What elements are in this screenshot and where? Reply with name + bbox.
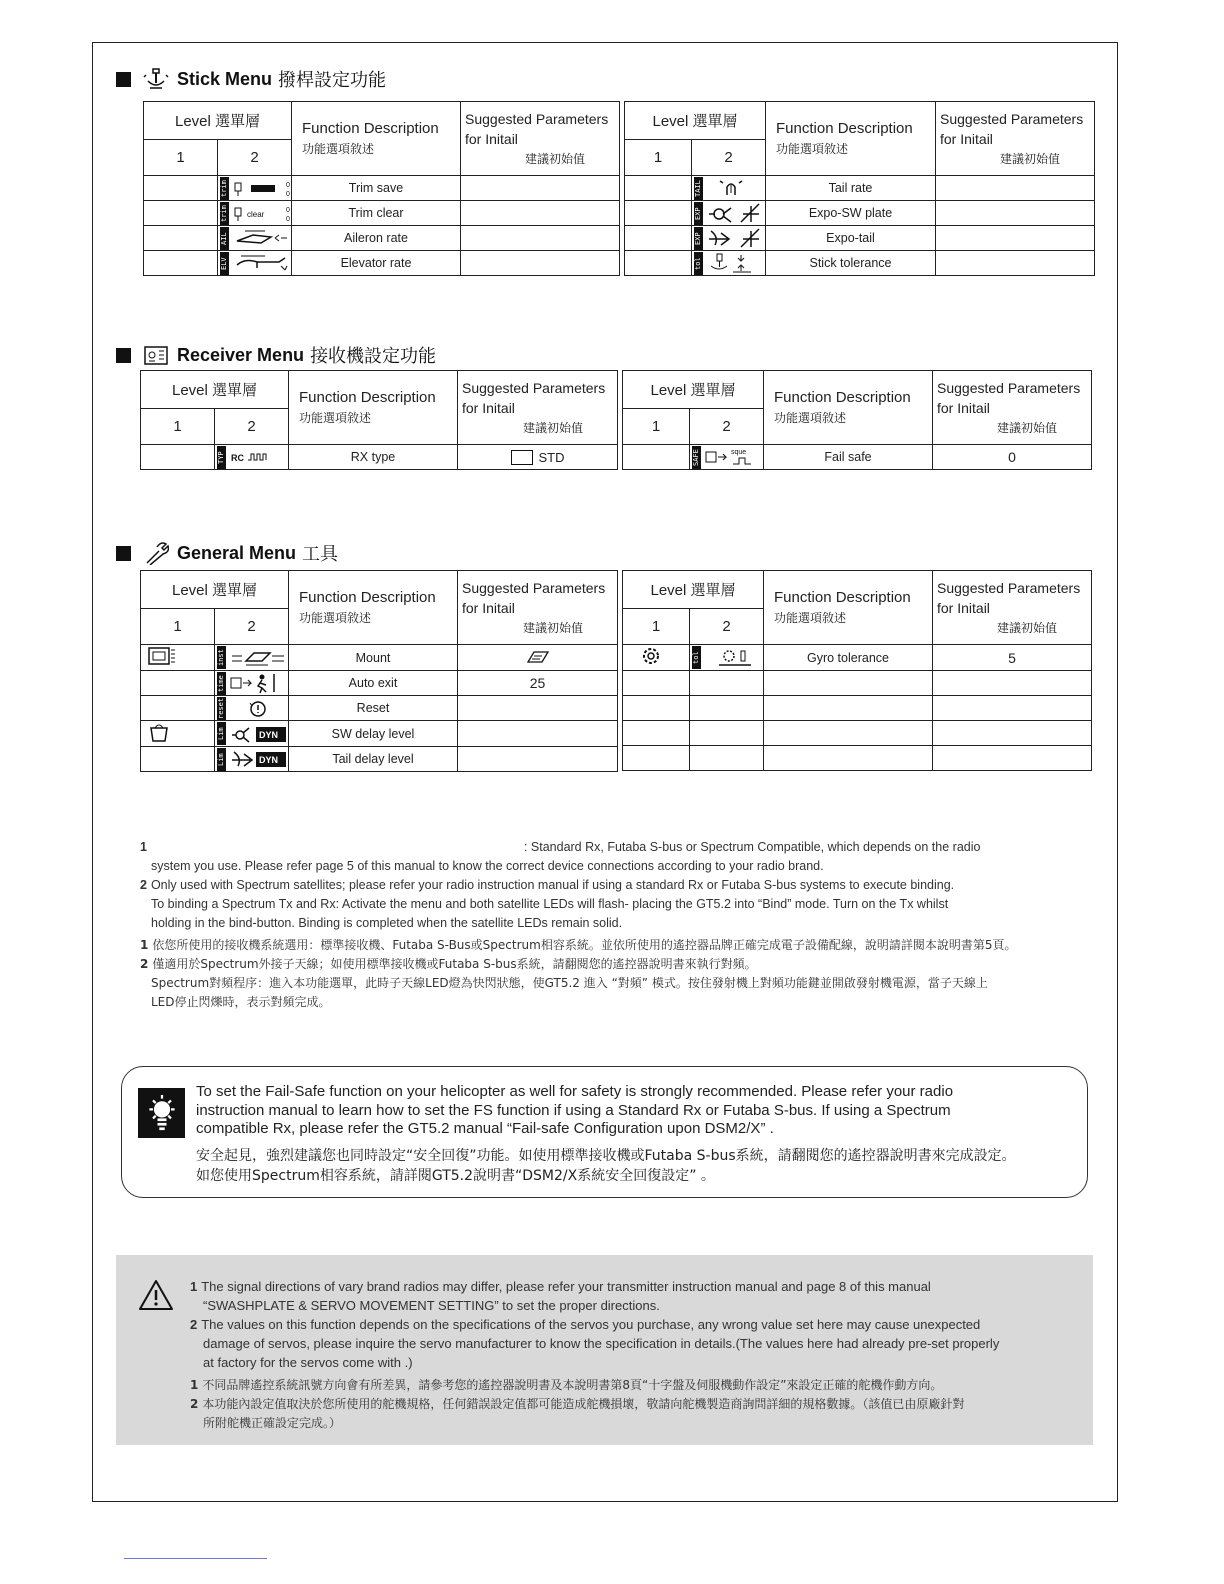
header-level: Level 選單層 xyxy=(625,102,766,140)
note-text: LED停止閃爍時，表示對頻完成。 xyxy=(151,995,331,1009)
note-number: 1 xyxy=(140,840,147,854)
header-level: Level 選單層 xyxy=(141,571,289,609)
header-function: Function Description 功能選項敘述 xyxy=(292,102,461,176)
note-number: 2 xyxy=(190,1317,198,1332)
fail-safe-lcd-icon: SAFE sque xyxy=(690,446,763,469)
wrench-icon xyxy=(143,541,169,565)
expo-tail-lcd-icon: EXP xyxy=(692,227,765,250)
std-receiver-icon xyxy=(511,450,533,465)
tail-rate-lcd-icon: TAIL xyxy=(692,177,765,200)
reset-lcd-icon: reset xyxy=(215,697,288,720)
header-level-2: 2 xyxy=(690,409,764,445)
note-text: To binding a Spectrum Tx and Rx: Activate the menu and both satellite LEDs will flash- placing the GT5.2 into “Bind” mode. Turn on the Tx whilst xyxy=(151,897,949,911)
function-label: Expo-SW plate xyxy=(766,201,936,226)
table-row xyxy=(141,445,618,470)
suggested-value: 0 xyxy=(933,445,1092,470)
table-row xyxy=(623,746,1092,771)
bullet-square xyxy=(116,72,131,87)
tip-box xyxy=(121,1066,1088,1198)
section-title-zh: 接收機設定功能 xyxy=(310,346,437,367)
auto-exit-lcd-icon: time xyxy=(215,672,288,695)
svg-text:sque: sque xyxy=(731,449,747,456)
function-label xyxy=(764,671,933,696)
header-level: Level 選單層 xyxy=(141,371,289,409)
function-label: Elevator rate xyxy=(292,251,461,276)
notes-en xyxy=(140,838,1080,933)
function-label: Mount xyxy=(289,645,458,671)
table-row xyxy=(623,721,1092,746)
header-function: Function Description 功能選項敘述 xyxy=(764,571,933,645)
table-row xyxy=(625,201,1095,226)
header-suggested: Suggested Parameters for Initail 建議初始值 xyxy=(458,371,618,445)
bullet-square xyxy=(116,546,131,561)
tip-text: instruction manual to learn how to set the FS function if using a Standard Rx or Futaba S-bus. If using a Spectrum xyxy=(196,1101,951,1119)
trim-clear-lcd-icon: trim clear 0 0 xyxy=(218,202,291,225)
gyro-tolerance-lcd-icon: tol xyxy=(690,646,763,669)
suggested-value xyxy=(936,251,1095,276)
receiver-table-left xyxy=(140,370,618,470)
svg-text:DYN: DYN xyxy=(259,729,279,740)
suggested-value xyxy=(458,645,618,671)
section-title-en: Receiver Menu xyxy=(177,344,305,365)
stick-table-right xyxy=(624,101,1095,276)
table-row xyxy=(625,176,1095,201)
gyro-unit-icon xyxy=(147,645,187,667)
table-row xyxy=(144,201,620,226)
note-text: 僅適用於Spectrum外接子天線；如使用標準接收機或Futaba S-bus系統，請翻閱您的遙控器說明書來執行對頻。 xyxy=(152,957,757,971)
footer-link-underline xyxy=(124,1558,267,1559)
suggested-value xyxy=(458,721,618,747)
general-menu-title xyxy=(116,540,338,566)
note-number: 1 xyxy=(140,938,149,952)
header-level-2: 2 xyxy=(692,140,766,176)
suggested-value xyxy=(458,747,618,772)
receiver-menu-title xyxy=(116,342,436,368)
receiver-table-right xyxy=(622,370,1092,470)
suggested-value xyxy=(461,201,620,226)
table-row xyxy=(141,696,618,721)
header-function: Function Description 功能選項敘述 xyxy=(289,571,458,645)
warning-text: damage of servos, please inquire the servo manufacturer to know the specification in details.(The values here had already pre-set properly xyxy=(203,1336,1000,1351)
stick-table-left xyxy=(143,101,620,276)
section-title-zh: 撥桿設定功能 xyxy=(278,70,387,91)
header-suggested: Suggested Parameters for Initail 建議初始值 xyxy=(933,571,1092,645)
delay-bucket-icon xyxy=(147,721,177,743)
table-row xyxy=(623,671,1092,696)
svg-text:0: 0 xyxy=(286,182,290,189)
function-label: Reset xyxy=(289,696,458,721)
note-number: 2 xyxy=(140,878,147,892)
table-row xyxy=(141,671,618,696)
header-function: Function Description 功能選項敘述 xyxy=(764,371,933,445)
table-row xyxy=(144,226,620,251)
warning-text-zh: 不同品牌遙控系統訊號方向會有所差異，請參考您的遙控器說明書及本說明書第8頁“十字盤及伺服機動作設定”來設定正確的舵機作動方向。 xyxy=(202,1378,943,1392)
table-row xyxy=(623,696,1092,721)
function-label: Stick tolerance xyxy=(766,251,936,276)
section-title-en: General Menu xyxy=(177,542,297,563)
header-level-1: 1 xyxy=(141,609,215,645)
note-number: 1 xyxy=(190,1279,198,1294)
mount-orientation-icon xyxy=(526,648,550,664)
header-level: Level 選單層 xyxy=(144,102,292,140)
header-function: Function Description 功能選項敘述 xyxy=(289,371,458,445)
header-suggested: Suggested Parameters for Initail 建議初始值 xyxy=(461,102,620,176)
stick-menu-title xyxy=(116,66,386,92)
function-label: Expo-tail xyxy=(766,226,936,251)
suggested-value xyxy=(458,696,618,721)
gyro-gear-icon xyxy=(639,645,669,667)
general-table-left xyxy=(140,570,618,772)
warning-text: The values on this function depends on the specifications of the servos you purchase, any wrong value set here may cause unexpected xyxy=(201,1317,981,1332)
mount-lcd-icon: inst xyxy=(215,646,288,669)
svg-text:0: 0 xyxy=(286,207,290,214)
lightbulb-icon xyxy=(138,1088,185,1138)
note-text: holding in the bind-button. Binding is completed when the satellite LEDs remain solid. xyxy=(151,916,623,930)
table-row xyxy=(625,251,1095,276)
note-text: : Standard Rx, Futaba S-bus or Spectrum Compatible, which depends on the radio xyxy=(523,840,981,854)
table-row xyxy=(144,251,620,276)
tip-text: To set the Fail-Safe function on your helicopter as well for safety is strongly recommended. Please refer your radio xyxy=(196,1083,954,1100)
header-level: Level 選單層 xyxy=(623,571,764,609)
function-label xyxy=(764,721,933,746)
table-row xyxy=(141,747,618,772)
header-suggested: Suggested Parameters for Initail 建議初始值 xyxy=(933,371,1092,445)
table-row xyxy=(141,721,618,747)
header-function: Function Description 功能選項敘述 xyxy=(766,102,936,176)
header-level-2: 2 xyxy=(215,409,289,445)
sw-delay-lcd-icon: Lim DYN xyxy=(215,722,288,745)
table-row xyxy=(144,176,620,201)
table-row xyxy=(623,445,1092,470)
note-text: Only used with Spectrum satellites; please refer your radio instruction manual if using a standard Rx or Futaba S-bus systems to execute binding. xyxy=(150,878,955,892)
section-title-zh: 工具 xyxy=(302,544,339,565)
note-number: 2 xyxy=(190,1397,199,1411)
header-level-1: 1 xyxy=(623,409,690,445)
suggested-value: 25 xyxy=(458,671,618,696)
warning-text-zh: 本功能內設定值取決於您所使用的舵機規格，任何錯誤設定值都可能造成舵機損壞，敬請向舵機製造商詢問詳細的規格數據。（該值已由原廠針對 xyxy=(202,1397,965,1411)
rx-type-lcd-icon: TYP RC xyxy=(215,446,288,469)
warning-box xyxy=(116,1255,1093,1445)
note-number: 1 xyxy=(190,1378,199,1392)
bullet-square xyxy=(116,348,131,363)
suggested-value xyxy=(461,226,620,251)
header-level-1: 1 xyxy=(625,140,692,176)
header-suggested: Suggested Parameters for Initail 建議初始值 xyxy=(936,102,1095,176)
suggested-value xyxy=(461,251,620,276)
trim-save-lcd-icon: trim 0 0 xyxy=(218,177,291,200)
function-label: SW delay level xyxy=(289,721,458,747)
function-label: Tail rate xyxy=(766,176,936,201)
aileron-lcd-icon: AIL xyxy=(218,227,291,250)
header-level-1: 1 xyxy=(623,609,690,645)
table-row xyxy=(623,645,1092,671)
suggested-value: STD xyxy=(458,445,618,470)
svg-text:RC: RC xyxy=(231,453,244,463)
section-title-en: Stick Menu xyxy=(177,68,273,89)
header-level: Level 選單層 xyxy=(623,371,764,409)
suggested-value xyxy=(933,671,1092,696)
elevator-lcd-icon: ELV xyxy=(218,252,291,275)
function-label xyxy=(764,696,933,721)
suggested-value xyxy=(936,226,1095,251)
function-label: Tail delay level xyxy=(289,747,458,772)
header-level-2: 2 xyxy=(690,609,764,645)
stick-icon xyxy=(143,67,169,91)
function-label: Fail safe xyxy=(764,445,933,470)
function-label: Auto exit xyxy=(289,671,458,696)
tip-text: compatible Rx, please refer the GT5.2 manual “Fail-safe Configuration upon DSM2/X” . xyxy=(196,1120,774,1137)
table-row xyxy=(141,645,618,671)
suggested-value xyxy=(933,696,1092,721)
tip-text-zh: 安全起見，強烈建議您也同時設定“安全回復”功能。如使用標準接收機或Futaba S-bus系統，請翻閱您的遙控器說明書來完成設定。 xyxy=(196,1147,1016,1164)
note-text: Spectrum對頻程序：進入本功能選單，此時子天線LED燈為快閃狀態，使GT5.2 進入 “對頻” 模式。按住發射機上對頻功能鍵並開啟發射機電源，當子天線上 xyxy=(151,976,988,990)
expo-swash-lcd-icon: EXP xyxy=(692,202,765,225)
svg-text:DYN: DYN xyxy=(259,755,279,765)
header-level-1: 1 xyxy=(141,409,215,445)
header-level-2: 2 xyxy=(218,140,292,176)
stick-tolerance-lcd-icon: tol xyxy=(692,252,765,275)
warning-text: at factory for the servos come with .) xyxy=(203,1355,413,1370)
warning-icon xyxy=(138,1279,174,1311)
header-level-1: 1 xyxy=(144,140,218,176)
svg-text:0: 0 xyxy=(286,216,290,223)
header-level-2: 2 xyxy=(215,609,289,645)
warning-text: The signal directions of vary brand radios may differ, please refer your transmitter instruction manual and page 8 of this manual xyxy=(201,1279,931,1294)
warning-text: “SWASHPLATE & SERVO MOVEMENT SETTING” to set the proper directions. xyxy=(203,1298,660,1313)
general-table-right xyxy=(622,570,1092,771)
svg-text:0: 0 xyxy=(286,191,290,198)
suggested-value xyxy=(936,201,1095,226)
note-text: 依您所使用的接收機系統選用：標準接收機、Futaba S-Bus或Spectrum相容系統。並依所使用的遙控器品牌正確完成電子設備配線，說明請詳閱本說明書第5頁。 xyxy=(152,938,1017,952)
suggested-value xyxy=(933,746,1092,771)
notes-zh xyxy=(140,936,1100,1012)
suggested-value xyxy=(933,721,1092,746)
note-text: system you use. Please refer page 5 of this manual to know the correct device connections according to your radio brand. xyxy=(151,859,824,873)
function-label: Trim clear xyxy=(292,201,461,226)
svg-text:clear: clear xyxy=(247,210,265,219)
tip-text-zh: 如您使用Spectrum相容系統，請詳閱GT5.2說明書“DSM2/X系統安全回復設定” 。 xyxy=(196,1167,715,1184)
warning-text-zh: 所附舵機正確設定完成。） xyxy=(203,1416,342,1430)
suggested-value: 5 xyxy=(933,645,1092,671)
suggested-value xyxy=(461,176,620,201)
function-label xyxy=(764,746,933,771)
header-suggested: Suggested Parameters for Initail 建議初始值 xyxy=(458,571,618,645)
note-number: 2 xyxy=(140,957,149,971)
table-row xyxy=(625,226,1095,251)
function-label: Gyro tolerance xyxy=(764,645,933,671)
function-label: Aileron rate xyxy=(292,226,461,251)
function-label: RX type xyxy=(289,445,458,470)
tail-delay-lcd-icon: Lim DYN xyxy=(215,748,288,771)
function-label: Trim save xyxy=(292,176,461,201)
suggested-value xyxy=(936,176,1095,201)
receiver-icon xyxy=(143,343,169,367)
